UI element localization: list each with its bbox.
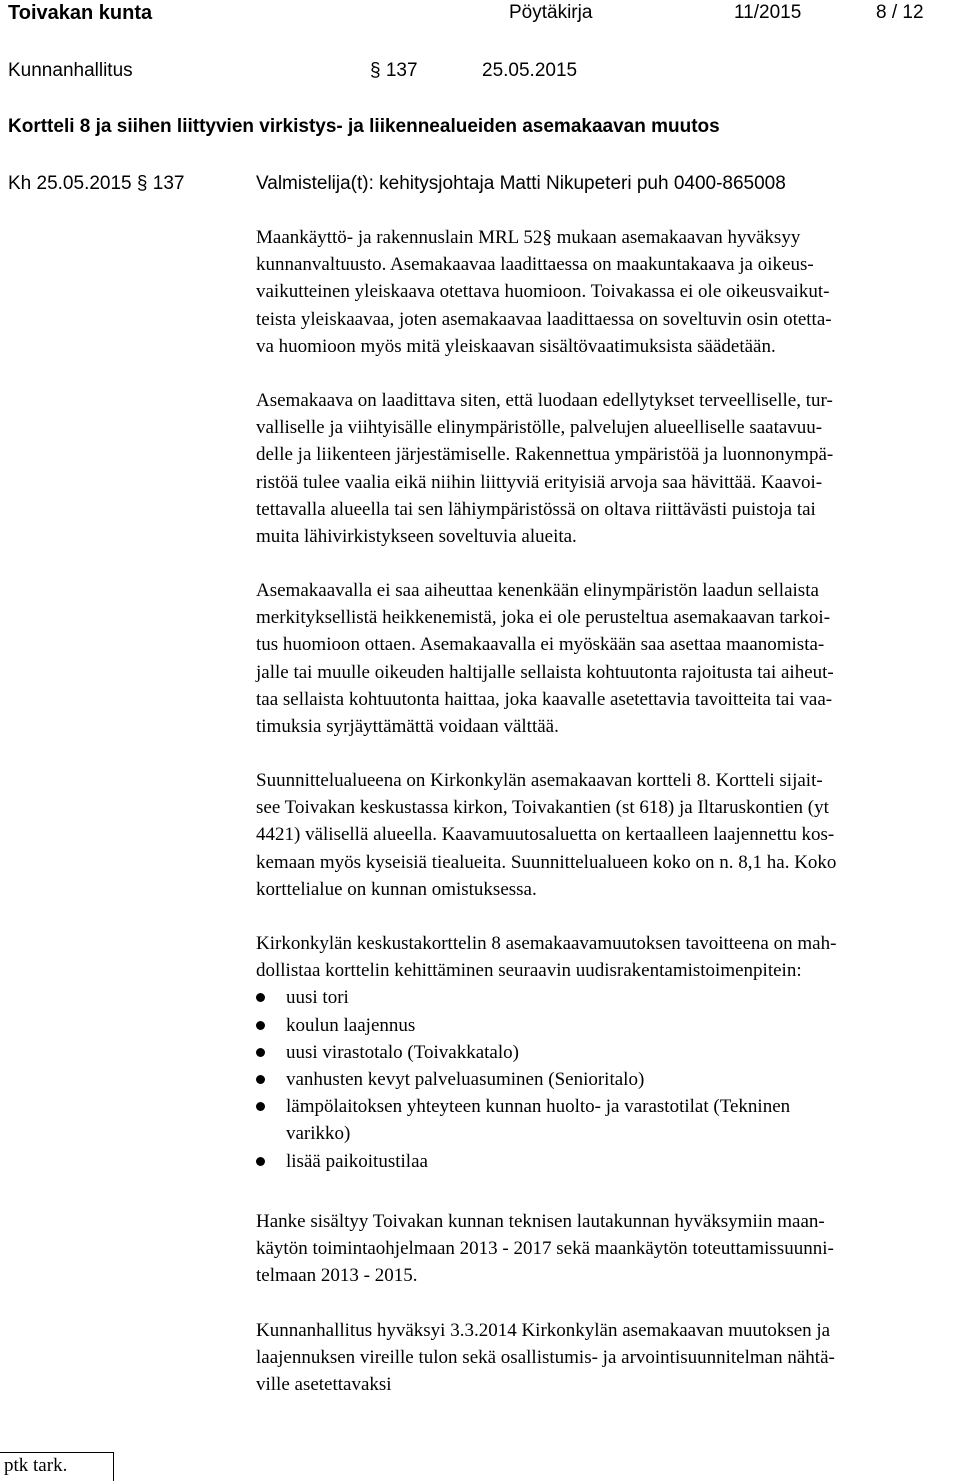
paragraph-line: Suunnittelualueena on Kirkonkylän asemakaavan kortteli 8. Kortteli sijait- bbox=[256, 770, 823, 791]
paragraph-line: 4421) välisellä alueella. Kaavamuutosaluetta on kertaalleen laajennettu kos- bbox=[256, 824, 835, 846]
paragraph-line: kemaan myös kyseisiä tiealueita. Suunnittelualueen koko on n. 8,1 ha. Koko bbox=[256, 851, 837, 873]
list-item bbox=[256, 1148, 956, 1175]
paragraph-line: ville asetettavaksi bbox=[256, 1374, 392, 1396]
page-title: Kortteli 8 ja siihen liittyvien virkistys- ja liikennealueiden asemakaavan muutos bbox=[8, 116, 720, 137]
paragraph bbox=[256, 577, 956, 740]
paragraph-line: tettavalla alueella tai sen lähiympäristössä on oltava riittävästi puistoja tai bbox=[256, 498, 816, 520]
paragraph bbox=[256, 387, 956, 550]
paragraph-line: telmaan 2013 - 2015. bbox=[256, 1265, 418, 1287]
paragraph-line: merkityksellistä heikkenemistä, joka ei ole perusteltua asemakaavan tarkoi- bbox=[256, 607, 831, 629]
paragraph-line: laajennuksen vireille tulon sekä osallistumis- ja arvointisuunnitelman nähtä- bbox=[256, 1347, 835, 1369]
document-number: 11/2015 bbox=[734, 2, 802, 23]
page-number: 8 / 12 bbox=[876, 2, 924, 23]
paragraph-line: muita lähivirkistykseen soveltuvia alueita. bbox=[256, 526, 577, 548]
paragraph-line: vaikutteinen yleiskaava otettava huomioon. Toivakassa ei ole oikeusvaikut- bbox=[256, 281, 830, 303]
list-item bbox=[256, 1093, 956, 1147]
goals-intro-line: dollistaa korttelin kehittäminen seuraavin uudisrakentamistoimenpitein: bbox=[256, 960, 802, 982]
list-item bbox=[256, 984, 956, 1011]
list-item-text: uusi tori bbox=[286, 987, 349, 1009]
list-item-text: lisää paikoitustilaa bbox=[286, 1150, 428, 1172]
goals-section bbox=[256, 930, 956, 1175]
org-name: Toivakan kunta bbox=[8, 2, 153, 24]
paragraph-line: jalle tai muulle oikeuden haltijalle sellaista kohtuutonta rajoitusta tai aiheut- bbox=[256, 661, 834, 683]
paragraph-line: valliselle ja viihtyisälle elinympäristölle, palvelujen alueelliselle saatavuu- bbox=[256, 417, 823, 439]
document-type: Pöytäkirja bbox=[509, 2, 593, 23]
paragraph-line: kunnanvaltuusto. Asemakaavaa laadittaessa on maakuntakaava ja oikeus- bbox=[256, 254, 814, 276]
paragraph-line: delle ja liikenteen järjestämiselle. Rakennettua ympäristöä ja luonnonympä- bbox=[256, 444, 834, 466]
item-reference bbox=[8, 173, 184, 195]
item-section-ref: 137 bbox=[152, 173, 185, 194]
paragraph-line: Kunnanhallitus hyväksyi 3.3.2014 Kirkonkylän asemakaavan muutoksen ja bbox=[256, 1320, 831, 1341]
section-symbol: § bbox=[136, 173, 148, 194]
paragraph-line: korttelialue on kunnan omistuksessa. bbox=[256, 878, 537, 900]
list-item-text: koulun laajennus bbox=[286, 1014, 416, 1036]
paragraph-line: Hanke sisältyy Toivakan kunnan teknisen lautakunnan hyväksymiin maan- bbox=[256, 1211, 825, 1232]
goals-intro-line: Kirkonkylän keskustakorttelin 8 asemakaavamuutoksen tavoitteena on mah- bbox=[256, 933, 837, 954]
list-item bbox=[256, 1039, 956, 1066]
paragraph-line: Maankäyttö- ja rakennuslain MRL 52§ mukaan asemakaavan hyväksyy bbox=[256, 227, 801, 248]
list-item bbox=[256, 1066, 956, 1093]
paragraph-line: ristöä tulee vaalia eikä niihin liittyviä erityisiä arvoja saa hävittää. Kaavoi- bbox=[256, 471, 823, 493]
list-item-text: varikko) bbox=[286, 1123, 351, 1145]
paragraph-line: taa sellaista kohtuutonta haittaa, joka kaavalle asetettavia tavoitteita tai vaa- bbox=[256, 688, 833, 710]
paragraph-line: Asemakaava on laadittava siten, että luodaan edellytykset terveelliselle, tur- bbox=[256, 390, 833, 411]
meeting-date: 25.05.2015 bbox=[482, 60, 578, 81]
paragraph bbox=[256, 767, 956, 903]
item-meeting-ref: Kh 25.05.2015 bbox=[8, 173, 132, 194]
paragraph-line: see Toivakan keskustassa kirkon, Toivakantien (st 618) ja Iltaruskontien (yt bbox=[256, 797, 829, 819]
section-symbol: § bbox=[370, 60, 381, 81]
list-item-text: vanhusten kevyt palveluasuminen (Senioritalo) bbox=[286, 1069, 645, 1091]
list-item-text: lämpölaitoksen yhteyteen kunnan huolto- ja varastotilat (Tekninen bbox=[286, 1096, 791, 1118]
paragraph-line: teista yleiskaavaa, joten asemakaavaa laadittaessa on soveltuvin osin otetta- bbox=[256, 308, 832, 330]
section-value: 137 bbox=[385, 60, 418, 81]
preparer-line: Valmistelija(t): kehitysjohtaja Matti Nikupeteri puh 0400-865008 bbox=[256, 173, 786, 194]
paragraph-line: Asemakaavalla ei saa aiheuttaa kenenkään elinympäristön laadun sellaista bbox=[256, 580, 819, 601]
paragraph bbox=[256, 1208, 956, 1290]
paragraph bbox=[256, 1317, 956, 1399]
list-item bbox=[256, 1012, 956, 1039]
paragraph bbox=[256, 224, 956, 360]
goals-list bbox=[256, 984, 956, 1174]
ptk-tark-box bbox=[0, 1452, 114, 1481]
ptk-tark-label: ptk tark. bbox=[4, 1455, 68, 1476]
section-number bbox=[370, 60, 418, 82]
paragraph-line: käytön toimintaohjelmaan 2013 - 2017 sekä maankäytön toteuttamissuunni- bbox=[256, 1238, 834, 1260]
list-item-text: uusi virastotalo (Toivakkatalo) bbox=[286, 1041, 519, 1063]
paragraph-line: va huomioon myös mitä yleiskaavan sisältövaatimuksista säädetään. bbox=[256, 335, 776, 357]
paragraph-line: timuksia syrjäyttämättä voidaan välttää. bbox=[256, 716, 559, 738]
paragraph-line: tus huomioon ottaen. Asemakaavalla ei myöskään saa asettaa maanomista- bbox=[256, 634, 825, 656]
meeting-body: Kunnanhallitus bbox=[8, 60, 133, 81]
